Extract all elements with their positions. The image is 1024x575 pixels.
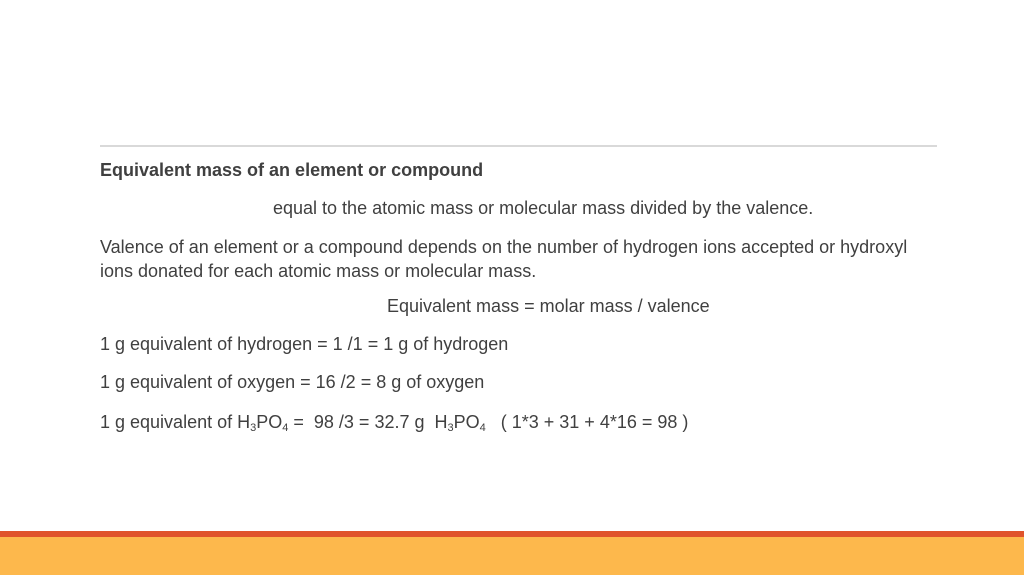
subscript: 4 <box>282 422 289 434</box>
slide-heading: Equivalent mass of an element or compound <box>100 160 484 180</box>
formula-line: Equivalent mass = molar mass / valence <box>387 296 710 316</box>
definition-text: equal to the atomic mass or molecular mass divided by the valence. <box>273 198 814 218</box>
valence-paragraph: Valence of an element or a compound depends on the number of hydrogen ions accepted or hydroxyl ions donated for each atomic mass or molecular mass. <box>100 237 908 281</box>
subscript: 4 <box>479 422 486 434</box>
example-phosphoric-acid <box>100 411 688 433</box>
footer-accent-orange <box>0 537 1024 575</box>
example-hydrogen: 1 g equivalent of hydrogen = 1 /1 = 1 g of hydrogen <box>100 334 509 354</box>
subscript: 3 <box>250 422 257 434</box>
formula-part: = 98 /3 = 32.7 g H <box>288 412 448 432</box>
formula-part: PO <box>453 412 480 432</box>
formula-part: PO <box>256 412 283 432</box>
title-divider <box>100 145 937 147</box>
example-oxygen: 1 g equivalent of oxygen = 16 /2 = 8 g of oxygen <box>100 372 485 392</box>
example-suffix: ( 1*3 + 31 + 4*16 = 98 ) <box>485 412 689 432</box>
subscript: 3 <box>447 422 454 434</box>
example-prefix: 1 g equivalent of H <box>100 412 251 432</box>
